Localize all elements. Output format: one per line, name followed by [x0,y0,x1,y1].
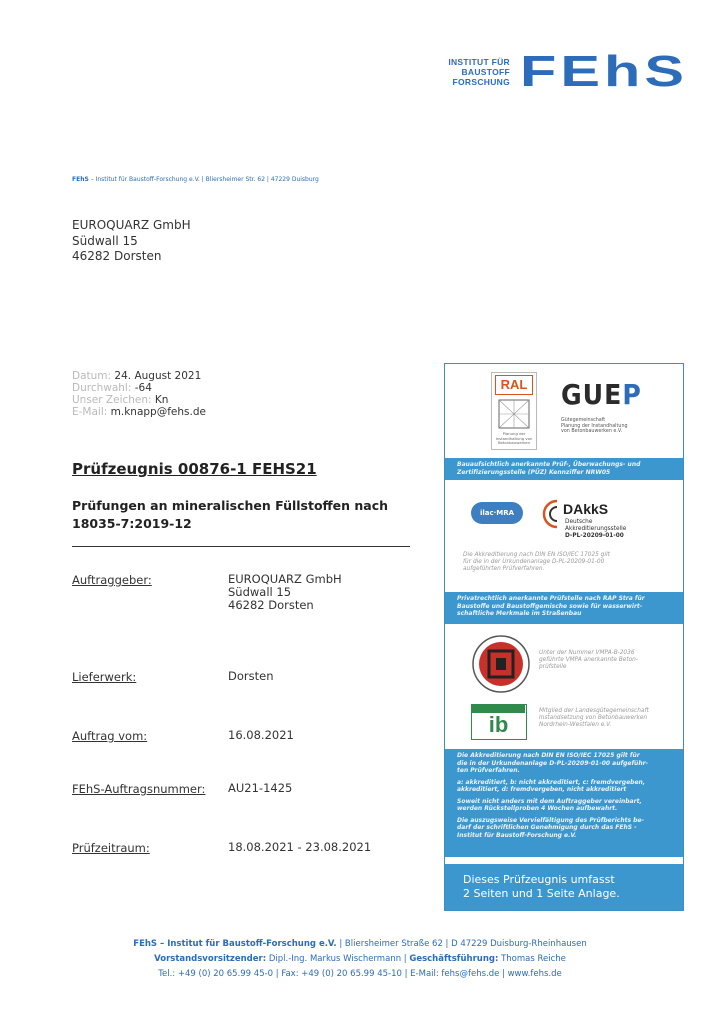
guep-caption-line2: Planung der Instandhaltung [561,423,628,429]
footer-chair-label: Vorstandsvorsitzender: [154,954,267,964]
logo-institute-line1: INSTITUT FÜR [448,57,510,67]
recipient-address [72,218,191,265]
scope-band [445,864,683,910]
ib-logo [471,704,527,740]
client-street: Südwall 15 [228,585,292,599]
legal-notes-band [445,749,683,857]
ral-seal-icon [498,399,530,429]
logo-institute-line3: FORSCHUNG [452,77,510,87]
legal-line1: Die Akkreditierung nach DIN EN ISO/IEC 17025 gilt für [457,752,640,759]
ral-text: RAL [495,375,533,395]
vmpa-note-line2: geführte VMPA anerkannte Beton- [539,657,638,663]
email-value: m.knapp@fehs.de [110,406,206,418]
vmpa-seal-icon [471,634,531,694]
test-period-label: Prüfzeitraum: [72,841,150,855]
client-city: 46282 Dorsten [228,598,314,612]
dakks-subtitle [565,519,626,540]
guep-p: P [622,378,642,411]
ral-caption: Planung der Instandhaltung von Betonbauwerken [495,431,533,445]
plant-value: Dorsten [228,669,274,683]
accreditation-note-line1: Die Akkreditierung nach DIN EN ISO/IEC 17025 gilt [463,552,610,558]
reference-label: Unser Zeichen: [72,394,152,406]
order-number-label: FEhS-Auftragsnummer: [72,782,206,796]
footer-address: | Bliersheimer Straße 62 | D 47229 Duisburg-Rheinhausen [336,939,587,949]
client-value [228,573,342,612]
ib-text: ib [488,712,509,737]
client-label: Auftraggeber: [72,573,152,587]
dakks-mark-icon [541,498,561,530]
date-label: Datum: [72,370,112,382]
legal-line9: darf der schriftlichen Genehmigung durch das FEhS - [457,824,637,831]
rap-stra-band [445,592,683,624]
accreditation-note-line3: aufgeführten Prüfverfahren. [463,566,545,572]
subtitle-line2: 18035-7:2019-12 [72,516,192,531]
test-period-value: 18.08.2021 - 23.08.2021 [228,840,372,854]
ib-note-line3: Nordrhein-Westfalen e.V. [539,722,612,728]
footer-institute: FEhS – Institut für Baustoff-Forschung e.V. [133,939,337,949]
legal-line3: ten Prüfverfahren. [457,767,520,774]
dakks-text: DAkkS [563,501,609,517]
dakks-sub-line2: Akkreditierungsstelle [565,526,627,532]
vmpa-note [539,650,679,671]
ib-note-line1: Mitglied der Landesgütegemeinschaft [539,708,649,714]
fehs-logo: FEhS [520,47,689,96]
client-company: EUROQUARZ GmbH [228,572,342,586]
rap-stra-line2: Baustoffe und Baustoffgemische sowie für wasserwirt- [457,602,643,610]
order-number-value: AU21-1425 [228,781,293,795]
legal-line6: Soweit nicht anders mit dem Auftraggeber vereinbart, [457,797,642,805]
legal-line8: Die auszugsweise Vervielfältigung des Prüfberichts be- [457,816,644,824]
document-title: Prüfzeugnis 00876-1 FEHS21 [72,460,317,478]
footer-contact: Tel.: +49 (0) 20 65.99 45-0 | Fax: +49 (0) 20 65.99 45-10 | E-Mail: fehs@fehs.de | www.fehs.de [158,969,562,979]
ilac-mra-logo: ilac·MRA [471,502,523,524]
order-date-value: 16.08.2021 [228,728,294,742]
dakks-sub-line1: Deutsche [565,519,593,525]
sender-address: – Institut für Baustoff-Forschung e.V. | Bliersheimer Str. 62 | 47229 Duisburg [88,176,319,183]
scope-line2: 2 Seiten und 1 Seite Anlage. [463,887,620,900]
rap-stra-line1: Privatrechtlich anerkannte Prüfstelle nach RAP Stra für [457,595,645,602]
footer [0,937,720,982]
accreditation-note-line2: für die in der Urkundenanlage D-PL-20209-01-00 [463,559,605,565]
recipient-company: EUROQUARZ GmbH [72,218,191,232]
guep-text: GUE [561,378,623,411]
guep-caption-line3: von Betonbauwerken e.V. [561,429,623,435]
scope-line1: Dieses Prüfzeugnis umfasst [463,873,615,886]
ib-note [539,708,679,729]
footer-management-value: Thomas Reiche [498,954,566,964]
sender-line [72,176,319,183]
legal-line2: die in der Urkundenanlage D-PL-20209-01-00 aufgeführ- [457,759,649,767]
letter-meta [72,370,206,418]
phone-value: -64 [134,382,152,394]
legal-line4: a: akkreditiert, b: nicht akkreditiert, c: fremdvergeben, [457,778,646,786]
guep-logo [561,378,642,411]
ib-note-line2: Instandsetzung von Betonbauwerken [539,715,648,721]
date-value: 24. August 2021 [114,370,202,382]
order-date-label: Auftrag vom: [72,729,148,743]
reference-value: Kn [154,394,169,406]
title-divider [72,546,410,547]
logo-institute-text [436,57,510,87]
phone-label: Durchwahl: [72,382,132,394]
subtitle-line1: Prüfungen an mineralischen Füllstoffen nach [72,498,389,513]
recipient-city: 46282 Dorsten [72,249,162,263]
puz-line1: Bauaufsichtlich anerkannte Prüf-, Überwachungs- und [457,461,641,468]
puz-line2: Zertifizierungsstelle (PÜZ) Kennziffer NRW05 [457,468,611,476]
email-label: E-Mail: [72,406,108,418]
legal-line7: werden Rückstellproben 4 Wochen aufbewahrt. [457,805,618,812]
plant-label: Lieferwerk: [72,670,137,684]
vmpa-note-line3: prüfstelle [539,664,567,670]
legal-line10: Institut für Baustoff-Forschung e.V. [457,831,577,839]
sender-brand: FEhS [72,176,89,183]
rap-stra-line3: schaftliche Merkmale im Straßenbau [457,610,582,617]
dakks-sub-line3: D-PL-20209-01-00 [565,533,624,539]
guep-caption [561,418,628,435]
footer-management-label: Geschäftsführung: [409,954,499,964]
document-subtitle [72,497,417,533]
vmpa-note-line1: Unter der Nummer VMPA-B-2036 [539,650,635,656]
accreditation-panel [444,363,684,911]
puz-band [445,458,683,480]
recipient-street: Südwall 15 [72,233,138,248]
ral-logo [491,372,537,450]
accreditation-note [463,552,673,573]
guep-caption-line1: Gütegemeinschaft [561,418,606,423]
logo-institute-line2: BAUSTOFF [461,67,510,77]
legal-line5: akkreditiert, d: fremdvergeben, nicht akkreditiert [457,786,627,793]
footer-chair-value: Dipl.-Ing. Markus Wischermann | [266,954,410,964]
